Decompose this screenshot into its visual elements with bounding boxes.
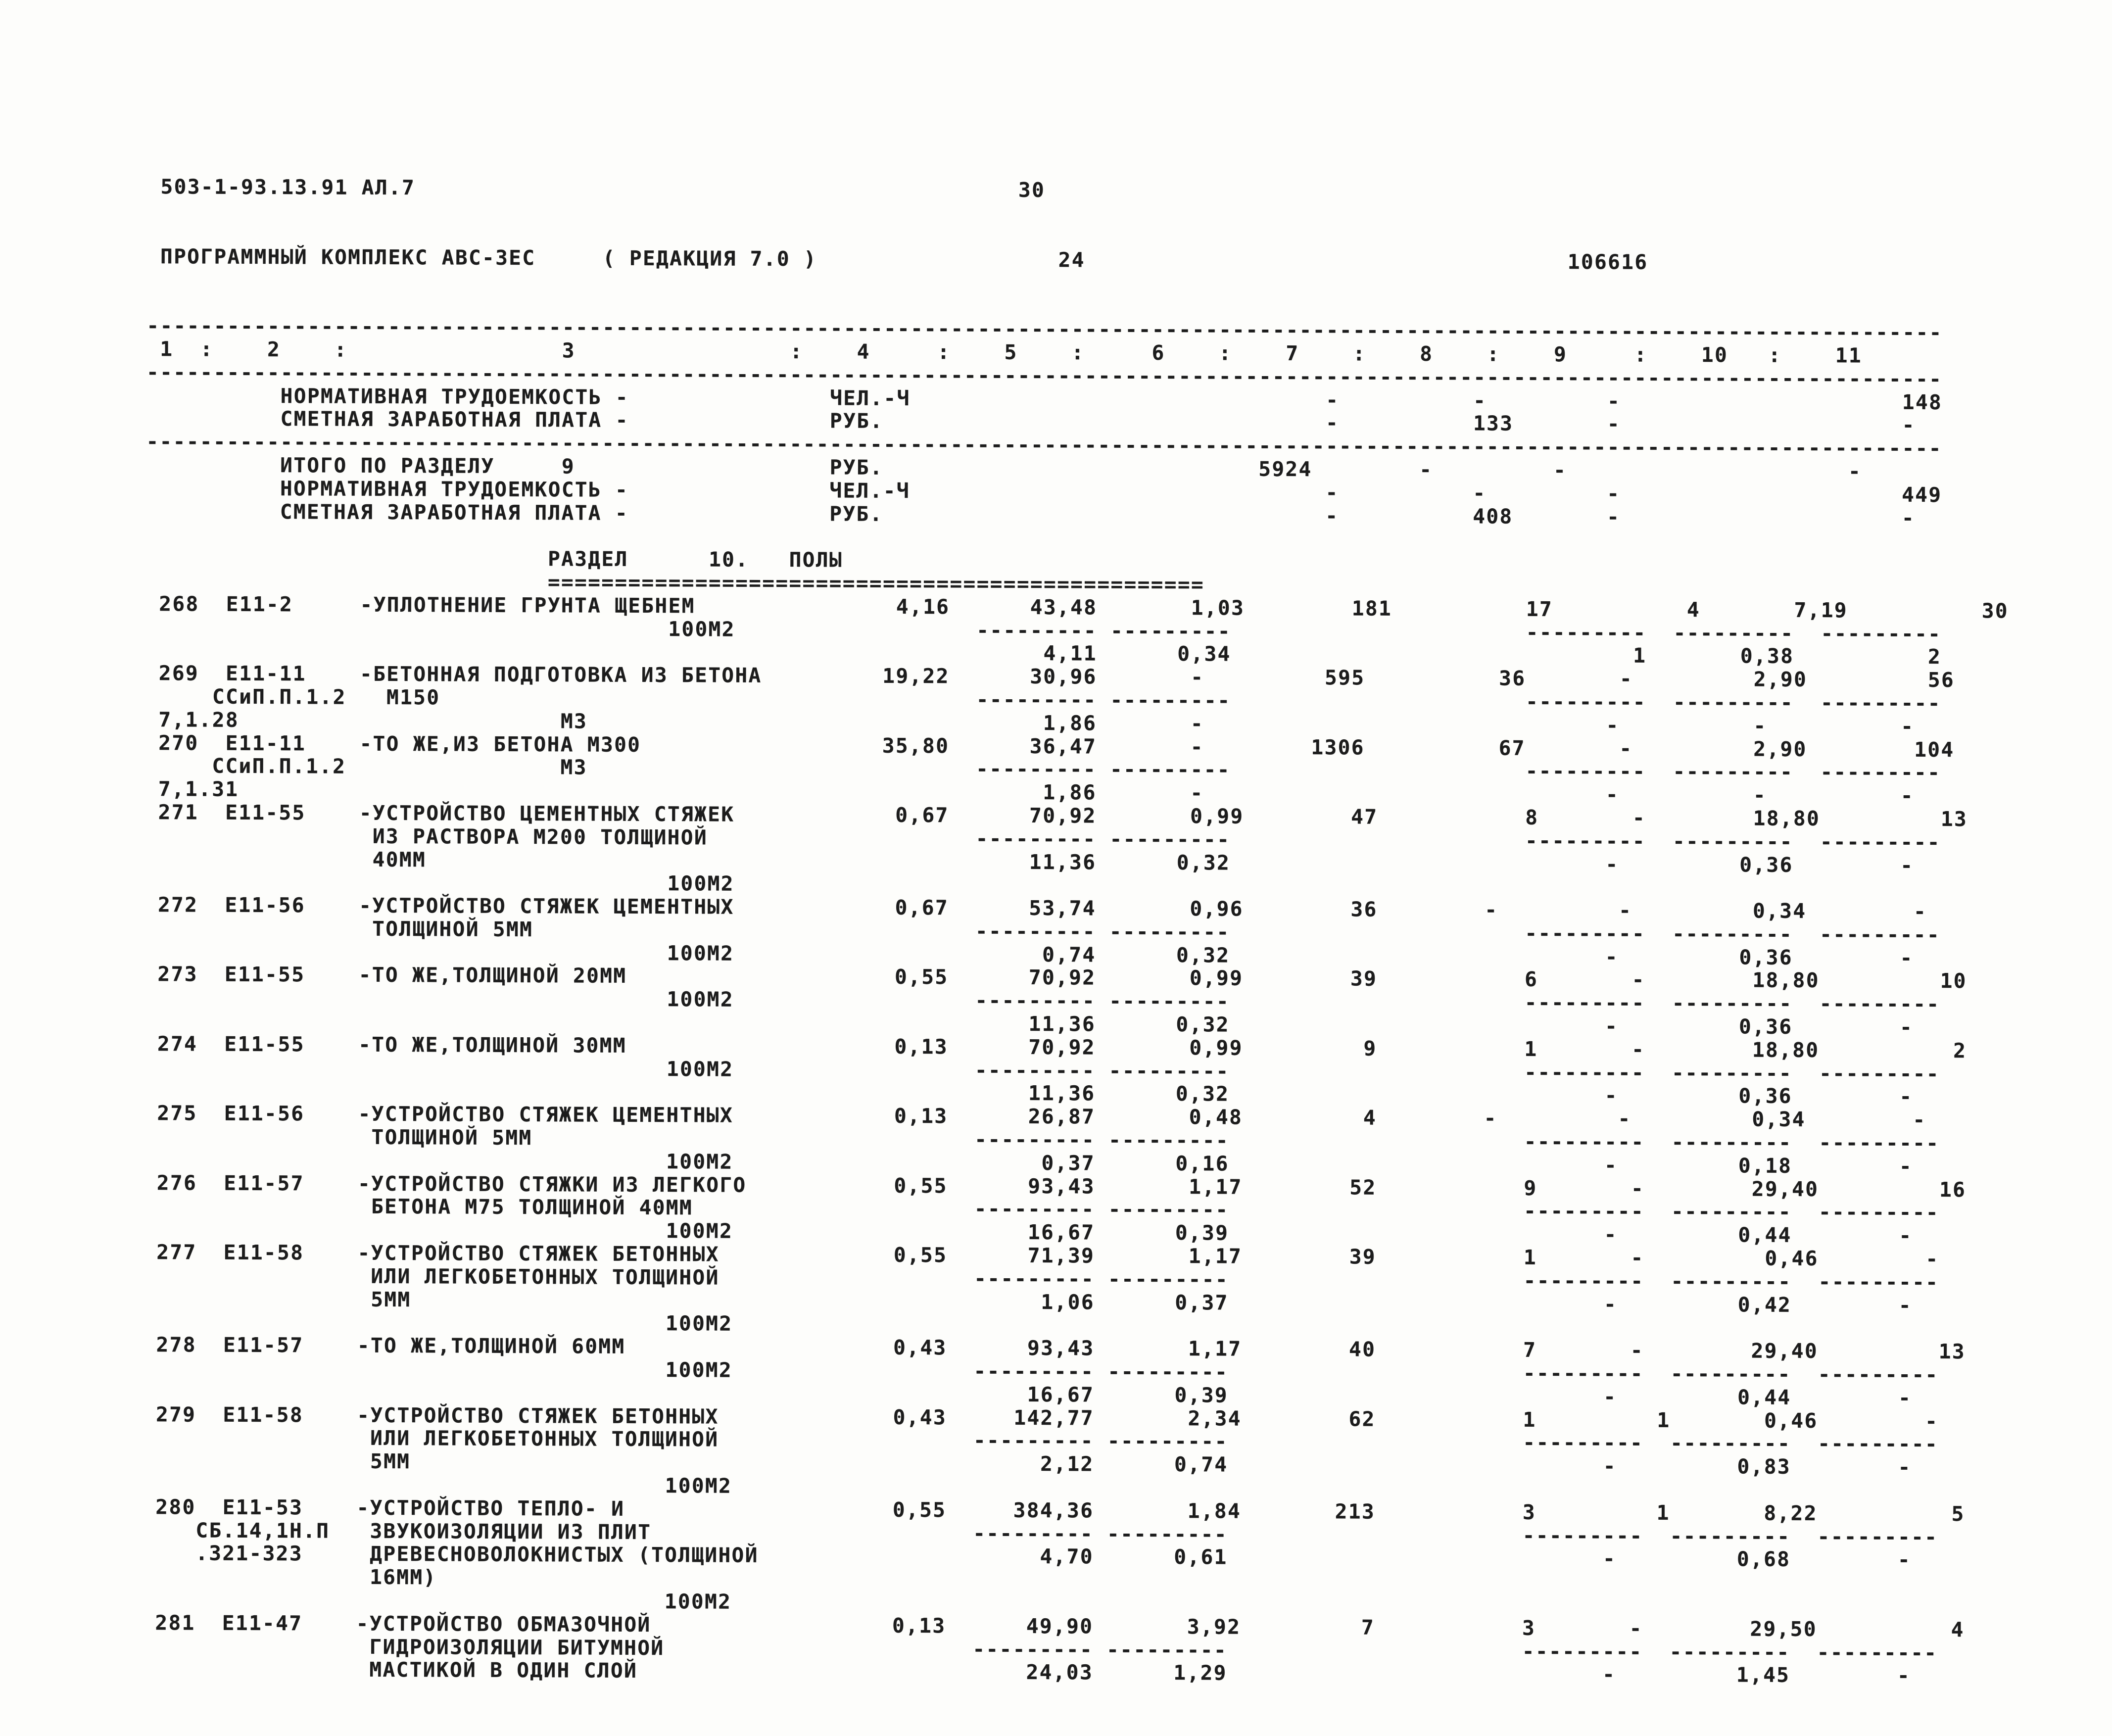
doc-line: ИЛИ ЛЕГКОБЕТОННЫХ ТОЛЩИНОЙ --------- --------- --------- --------- --------- bbox=[142, 1425, 1939, 1456]
doc-line: 5ММ 1,06 0,37 - 0,42 - bbox=[143, 1286, 1912, 1317]
doc-line: НОРМАТИВНАЯ ТРУДОЕМКОСТЬ - ЧЕЛ.-Ч - - - 449 bbox=[145, 476, 1942, 507]
doc-line: ГИДРОИЗОЛЯЦИИ БИТУМНОЙ --------- --------- --------- --------- --------- bbox=[141, 1634, 1938, 1665]
doc-line: ССиП.П.1.2 М3 --------- --------- --------- --------- --------- bbox=[144, 754, 1941, 785]
doc-line: 281 Е11-47 -УСТРОЙСТВО ОБМАЗОЧНОЙ 0,13 49,90 3,92 7 3 - 29,50 4 bbox=[142, 1610, 1965, 1641]
doc-line: РАЗДЕЛ 10. ПОЛЫ bbox=[145, 545, 843, 572]
doc-line: МАСТИКОЙ В ОДИН СЛОЙ 24,03 1,29 - 1,45 - bbox=[141, 1657, 1911, 1688]
doc-line: -------------------------------------------------------------------------------------------------------------------------------------- bbox=[146, 314, 1943, 345]
doc-line: 1 : 2 : 3 : 4 : 5 : 6 : 7 : 8 : 9 : 10 : 11 bbox=[146, 337, 1862, 368]
doc-line: 100М2 0,37 0,16 - 0,18 - bbox=[143, 1147, 1913, 1178]
doc-line: 40ММ 11,36 0,32 - 0,36 - bbox=[144, 846, 1914, 877]
doc-line: -------------------------------------------------------------------------------------------------------------------------------------- bbox=[146, 430, 1942, 461]
doc-line: 273 Е11-55 -ТО ЖЕ,ТОЛЩИНОЙ 20ММ 0,55 70,92 0,99 39 6 - 18,80 10 bbox=[144, 962, 1967, 993]
doc-line: БЕТОНА М75 ТОЛЩИНОЙ 40ММ --------- --------- --------- --------- --------- bbox=[143, 1194, 1939, 1225]
doc-line: 100М2 --------- --------- --------- --------- --------- bbox=[143, 1356, 1939, 1387]
doc-line: СМЕТНАЯ ЗАРАБОТНАЯ ПЛАТА - РУБ. - 133 - - bbox=[146, 406, 1916, 437]
doc-line: ================================================= bbox=[145, 568, 1205, 597]
doc-line: СБ.14,1Н.П ЗВУКОИЗОЛЯЦИИ ИЗ ПЛИТ --------- --------- --------- --------- --------- bbox=[142, 1518, 1938, 1549]
doc-line: СМЕТНАЯ ЗАРАБОТНАЯ ПЛАТА - РУБ. - 408 - - bbox=[145, 499, 1916, 530]
doc-line: 269 Е11-11 -БЕТОННАЯ ПОДГОТОВКА ИЗ БЕТОНА 19,22 30,96 - 595 36 - 2,90 56 bbox=[145, 661, 1955, 692]
doc-line: 11,36 0,32 - 0,36 - bbox=[144, 1009, 1914, 1039]
doc-line: 275 Е11-56 -УСТРОЙСТВО СТЯЖЕК ЦЕМЕНТНЫХ 0,13 26,87 0,48 4 - - 0,34 - bbox=[144, 1101, 1926, 1132]
doc-line: 268 Е11-2 -УПЛОТНЕНИЕ ГРУНТА ЩЕБНЕМ 4,16 43,48 1,03 181 17 4 7,19 30 bbox=[145, 591, 2009, 623]
doc-line: ИЛИ ЛЕГКОБЕТОННЫХ ТОЛЩИНОЙ --------- --------- --------- --------- --------- bbox=[143, 1263, 1939, 1294]
doc-line: 271 Е11-55 -УСТРОЙСТВО ЦЕМЕНТНЫХ СТЯЖЕК 0,67 70,92 0,99 47 8 - 18,80 13 bbox=[144, 800, 1968, 831]
doc-line: 100М2 bbox=[143, 1309, 733, 1336]
doc-line: .321-323 ДРЕВЕСНОВОЛОКНИСТЫХ (ТОЛЩИНОЙ 4,70 0,61 - 0,68 - bbox=[142, 1541, 1911, 1572]
doc-line: -------------------------------------------------------------------------------------------------------------------------------------- bbox=[146, 360, 1943, 391]
doc-line: ССиП.П.1.2 М150 --------- --------- --------- --------- --------- bbox=[145, 684, 1941, 715]
doc-line: 100М2 bbox=[142, 1587, 732, 1614]
printout-text bbox=[142, 106, 2011, 1688]
doc-line: 270 Е11-11 -ТО ЖЕ,ИЗ БЕТОНА М300 35,80 36,47 - 1306 67 - 2,90 104 bbox=[144, 730, 1955, 762]
doc-line: 100М2 --------- --------- --------- --------- --------- bbox=[144, 1055, 1940, 1086]
doc-line: 100М2 --------- --------- --------- --------- --------- bbox=[145, 615, 1942, 646]
doc-line: НОРМАТИВНАЯ ТРУДОЕМКОСТЬ - ЧЕЛ.-Ч - - - 148 bbox=[146, 383, 1943, 414]
doc-line: ИЗ РАСТВОРА М200 ТОЛЩИНОЙ --------- --------- --------- --------- --------- bbox=[144, 823, 1941, 854]
doc-line: 100М2 --------- --------- --------- --------- --------- bbox=[144, 985, 1940, 1016]
doc-line: ИТОГО ПО РАЗДЕЛУ 9 РУБ. 5924 - - - bbox=[146, 452, 1862, 483]
doc-line: 280 Е11-53 -УСТРОЙСТВО ТЕПЛО- И 0,55 384,36 1,84 213 3 1 8,22 5 bbox=[142, 1495, 1965, 1526]
doc-line: ПРОГРАММНЫЙ КОМПЛЕКС АВС-3ЕС ( РЕДАКЦИЯ 7.0 ) 24 106616 bbox=[146, 244, 1648, 274]
doc-line: 7,1.28 М3 1,86 - - - - bbox=[145, 707, 1915, 738]
doc-line: 100М2 16,67 0,39 - 0,44 - bbox=[143, 1217, 1913, 1248]
doc-line: 277 Е11-58 -УСТРОЙСТВО СТЯЖЕК БЕТОННЫХ 0,55 71,39 1,17 39 1 - 0,46 - bbox=[143, 1240, 1939, 1271]
doc-line: 100М2 0,74 0,32 - 0,36 - bbox=[144, 939, 1914, 970]
doc-line: 272 Е11-56 -УСТРОЙСТВО СТЯЖЕК ЦЕМЕНТНЫХ 0,67 53,74 0,96 36 - - 0,34 - bbox=[144, 893, 1927, 923]
doc-line: 11,36 0,32 - 0,36 - bbox=[144, 1078, 1913, 1109]
doc-line: 5ММ 2,12 0,74 - 0,83 - bbox=[142, 1448, 1912, 1479]
doc-line: 16,67 0,39 - 0,44 - bbox=[142, 1379, 1912, 1410]
doc-line: 274 Е11-55 -ТО ЖЕ,ТОЛЩИНОЙ 30ММ 0,13 70,92 0,99 9 1 - 18,80 2 bbox=[144, 1031, 1967, 1063]
doc-line: 279 Е11-58 -УСТРОЙСТВО СТЯЖЕК БЕТОННЫХ 0,43 142,77 2,34 62 1 1 0,46 - bbox=[142, 1402, 1939, 1433]
doc-line: 16ММ) bbox=[142, 1564, 437, 1590]
doc-line: 4,11 0,34 1 0,38 2 bbox=[145, 638, 1942, 669]
doc-line: 276 Е11-57 -УСТРОЙСТВО СТЯЖКИ ИЗ ЛЕГКОГО 0,55 93,43 1,17 52 9 - 29,40 16 bbox=[143, 1170, 1967, 1202]
doc-line: 278 Е11-57 -ТО ЖЕ,ТОЛЩИНОЙ 60ММ 0,43 93,43 1,17 40 7 - 29,40 13 bbox=[143, 1333, 1966, 1364]
doc-line: 100М2 bbox=[144, 869, 734, 896]
doc-line: ТОЛЩИНОЙ 5ММ --------- --------- --------- --------- --------- bbox=[143, 1124, 1940, 1155]
doc-line: ТОЛЩИНОЙ 5ММ --------- --------- --------- --------- --------- bbox=[144, 916, 1940, 947]
doc-line: 503-1-93.13.91 АЛ.7 30 bbox=[147, 175, 1046, 202]
doc-line: 100М2 bbox=[142, 1471, 732, 1498]
doc-line: 7,1.31 1,86 - - - - bbox=[144, 777, 1914, 808]
